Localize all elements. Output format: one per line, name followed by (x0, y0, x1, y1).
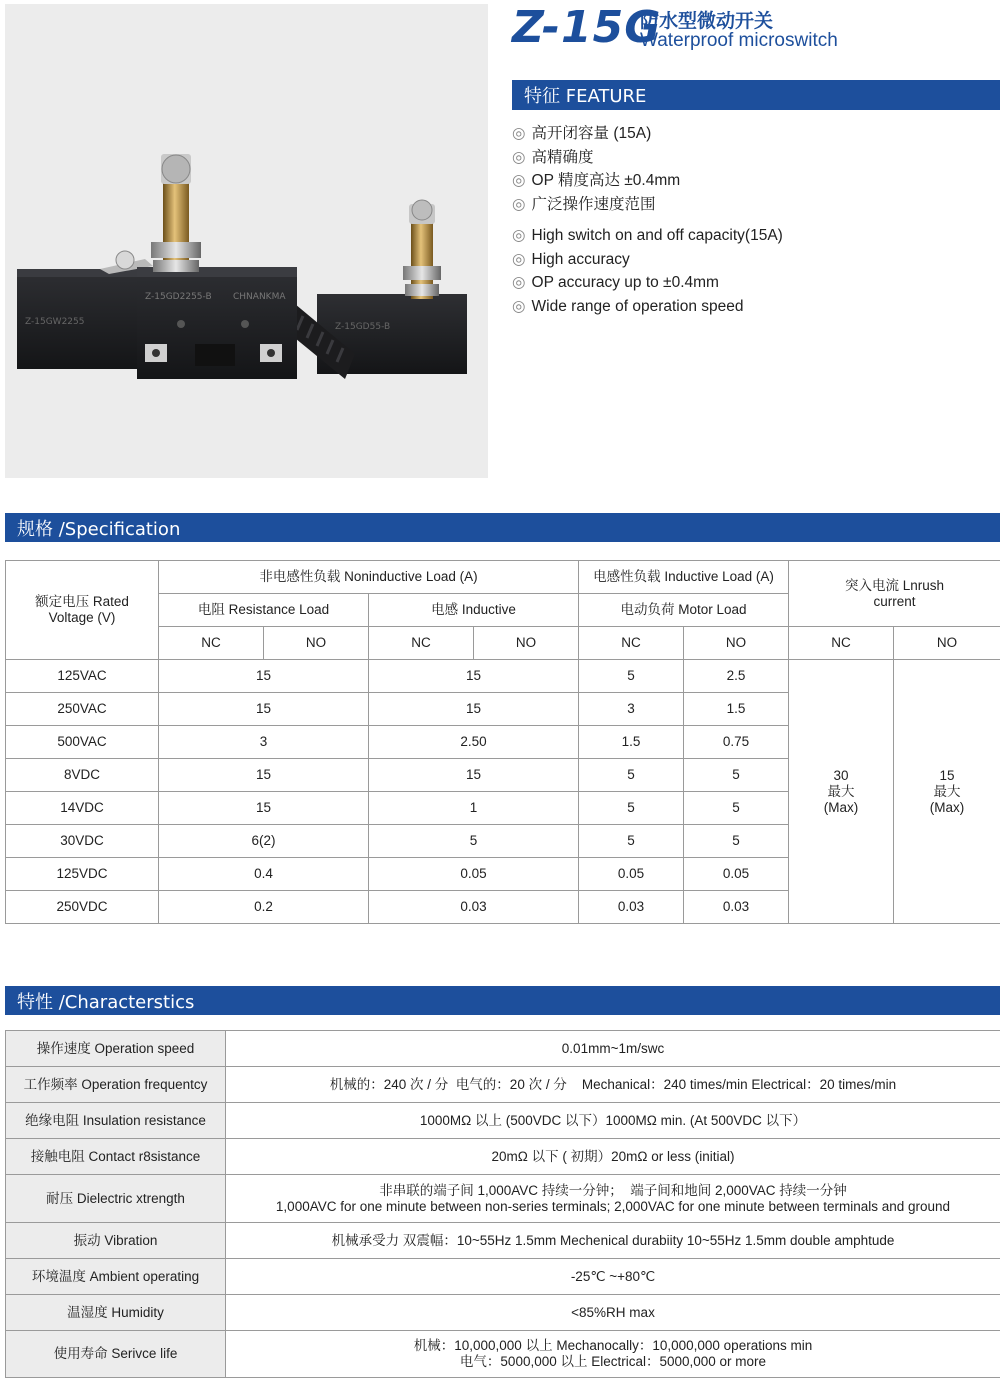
bullet-icon: ◎ (512, 195, 526, 213)
title-chinese: 防水型微动开关 (640, 10, 774, 32)
voltage-cell: 8VDC (6, 759, 159, 792)
rated-voltage-header: 额定电压 Rated Voltage (V) (6, 561, 159, 660)
resistance-header: 电阻 Resistance Load (159, 594, 369, 627)
inrush-nc-value: 30 (833, 767, 849, 783)
table-row (6, 1223, 1000, 1259)
bullet-icon: ◎ (512, 274, 526, 291)
center-switch-label: Z-15GD2255-B (145, 292, 212, 302)
bullet-icon: ◎ (512, 148, 526, 166)
char-value: 机械：10,000,000 以上 Mechanocally：10,000,000 operations min 电气：5000,000 以上 Electrical：5000,000 or more (226, 1331, 1000, 1378)
char-label: 绝缘电阻 Insulation resistance (6, 1103, 226, 1139)
nc-header: NC (579, 627, 684, 660)
motor-no-cell: 5 (684, 825, 789, 858)
resistance-cell: 0.2 (159, 891, 369, 924)
nc-header: NC (159, 627, 264, 660)
feature-heading: 特征 FEATURE (512, 80, 1000, 110)
table-row (6, 1139, 1000, 1175)
characteristics-table (5, 1030, 1000, 1378)
char-value: -25℃ ~+80℃ (226, 1259, 1000, 1295)
noninductive-header: 非电感性负载 Noninductive Load (A) (159, 561, 579, 594)
char-label: 环境温度 Ambient operating (6, 1259, 226, 1295)
char-value: 0.01mm~1m/swc (226, 1031, 1000, 1067)
char-label: 温湿度 Humidity (6, 1295, 226, 1331)
resistance-cell: 0.4 (159, 858, 369, 891)
feature-text: 广泛操作速度范围 (531, 195, 656, 213)
voltage-cell: 250VAC (6, 693, 159, 726)
motor-no-cell: 0.03 (684, 891, 789, 924)
bullet-icon: ◎ (512, 172, 526, 189)
inrush-no-max-cn: 最大 (933, 783, 961, 799)
feature-text: 高开闭容量 (15A) (531, 125, 652, 142)
motor-header: 电动负荷 Motor Load (579, 594, 789, 627)
bullet-icon: ◎ (512, 297, 526, 315)
right-switch-label: Z-15GD55-B (335, 322, 391, 332)
feature-text: Wide range of operation speed (531, 297, 744, 315)
voltage-cell: 500VAC (6, 726, 159, 759)
title-english: Waterproof microswitch (640, 30, 838, 51)
table-row (6, 1103, 1000, 1139)
inrush-nc-max-cn: 最大 (827, 783, 855, 799)
inductive-cell: 0.03 (369, 891, 579, 924)
motor-nc-cell: 0.03 (579, 891, 684, 924)
char-label: 振动 Vibration (6, 1223, 226, 1259)
resistance-cell: 3 (159, 726, 369, 759)
feature-item (512, 224, 783, 248)
feature-item (512, 146, 783, 170)
inductive-cell: 0.05 (369, 858, 579, 891)
motor-nc-cell: 0.05 (579, 858, 684, 891)
bullet-icon: ◎ (512, 227, 526, 244)
table-row (6, 1295, 1000, 1331)
inrush-header: 突入电流 Lnrush current (789, 561, 1000, 627)
feature-text: OP accuracy up to ±0.4mm (531, 274, 719, 291)
motor-no-cell: 0.75 (684, 726, 789, 759)
char-label: 工作频率 Operation frequentcy (6, 1067, 226, 1103)
char-value: 1000MΩ 以上 (500VDC 以下）1000MΩ min. (At 500VDC 以下） (226, 1103, 1000, 1139)
char-label: 操作速度 Operation speed (6, 1031, 226, 1067)
characteristics-heading: 特性 /Characterstics (5, 986, 1000, 1015)
feature-text: 高精确度 (531, 148, 594, 166)
char-label: 使用寿命 Serivce life (6, 1331, 226, 1378)
char-label: 耐压 Dielectric xtrength (6, 1175, 226, 1223)
table-row (6, 1259, 1000, 1295)
inductive-cell: 1 (369, 792, 579, 825)
voltage-cell: 125VAC (6, 660, 159, 693)
feature-text: OP 精度高达 ±0.4mm (531, 172, 681, 189)
no-header: NO (894, 627, 1000, 660)
voltage-cell: 250VDC (6, 891, 159, 924)
inductive-cell: 5 (369, 825, 579, 858)
table-row (6, 1175, 1000, 1223)
feature-item (512, 271, 783, 295)
char-value: 机械承受力 双震幅：10~55Hz 1.5mm Mechenical durabiity 10~55Hz 1.5mm double amphtude (226, 1223, 1000, 1259)
bullet-icon: ◎ (512, 125, 526, 142)
feature-text: High accuracy (531, 250, 630, 268)
no-header: NO (264, 627, 369, 660)
inrush-no-max-en: (Max) (929, 799, 965, 815)
product-photo (5, 4, 488, 478)
table-row (6, 1331, 1000, 1378)
feature-text: High switch on and off capacity(15A) (531, 227, 783, 244)
inrush-nc-cell (789, 660, 894, 924)
left-switch-label: Z-15GW2255 (25, 317, 85, 327)
motor-nc-cell: 5 (579, 792, 684, 825)
inrush-no-cell (894, 660, 1000, 924)
motor-no-cell: 5 (684, 759, 789, 792)
bullet-icon: ◎ (512, 250, 526, 268)
resistance-cell: 15 (159, 660, 369, 693)
motor-nc-cell: 5 (579, 759, 684, 792)
model-title: Z-15G (512, 2, 662, 53)
no-header: NO (684, 627, 789, 660)
inductive-cell: 15 (369, 693, 579, 726)
motor-nc-cell: 3 (579, 693, 684, 726)
no-header: NO (474, 627, 579, 660)
resistance-cell: 15 (159, 792, 369, 825)
voltage-cell: 14VDC (6, 792, 159, 825)
char-value: 非串联的端子间 1,000AVC 持续一分钟； 端子间和地间 2,000VAC 持续一分钟 1,000AVC for one minute between non-series terminals; 2,000VAC for one minute between terminals and ground (226, 1175, 1000, 1223)
table-row (6, 660, 1000, 693)
resistance-cell: 15 (159, 759, 369, 792)
motor-nc-cell: 1.5 (579, 726, 684, 759)
char-label: 接触电阻 Contact r8sistance (6, 1139, 226, 1175)
feature-item (512, 122, 783, 146)
inductive-load-header: 电感性负载 Inductive Load (A) (579, 561, 789, 594)
microswitch-illustration (5, 4, 488, 478)
inrush-nc-max-en: (Max) (823, 799, 859, 815)
motor-no-cell: 2.5 (684, 660, 789, 693)
char-value: 机械的：240 次 / 分 电气的：20 次 / 分 Mechanical：240 times/min Electrical：20 times/min (226, 1067, 1000, 1103)
brand-label: CHNANKMA (233, 292, 286, 302)
inductive-cell: 15 (369, 660, 579, 693)
nc-header: NC (369, 627, 474, 660)
inductive-header: 电感 Inductive (369, 594, 579, 627)
voltage-cell: 125VDC (6, 858, 159, 891)
inductive-cell: 2.50 (369, 726, 579, 759)
feature-item (512, 295, 783, 319)
motor-no-cell: 5 (684, 792, 789, 825)
nc-header: NC (789, 627, 894, 660)
table-row (6, 1031, 1000, 1067)
voltage-cell: 30VDC (6, 825, 159, 858)
inductive-cell: 15 (369, 759, 579, 792)
feature-item (512, 248, 783, 272)
feature-item (512, 193, 783, 217)
specification-heading: 规格 /Specification (5, 513, 1000, 542)
motor-no-cell: 0.05 (684, 858, 789, 891)
table-row (6, 1067, 1000, 1103)
feature-list (512, 122, 783, 318)
motor-nc-cell: 5 (579, 825, 684, 858)
resistance-cell: 15 (159, 693, 369, 726)
char-value: 20mΩ 以下 ( 初期）20mΩ or less (initial) (226, 1139, 1000, 1175)
motor-no-cell: 1.5 (684, 693, 789, 726)
feature-item (512, 169, 783, 193)
motor-nc-cell: 5 (579, 660, 684, 693)
char-value: <85%RH max (226, 1295, 1000, 1331)
resistance-cell: 6(2) (159, 825, 369, 858)
specification-table (5, 560, 1000, 924)
inrush-no-value: 15 (939, 767, 955, 783)
